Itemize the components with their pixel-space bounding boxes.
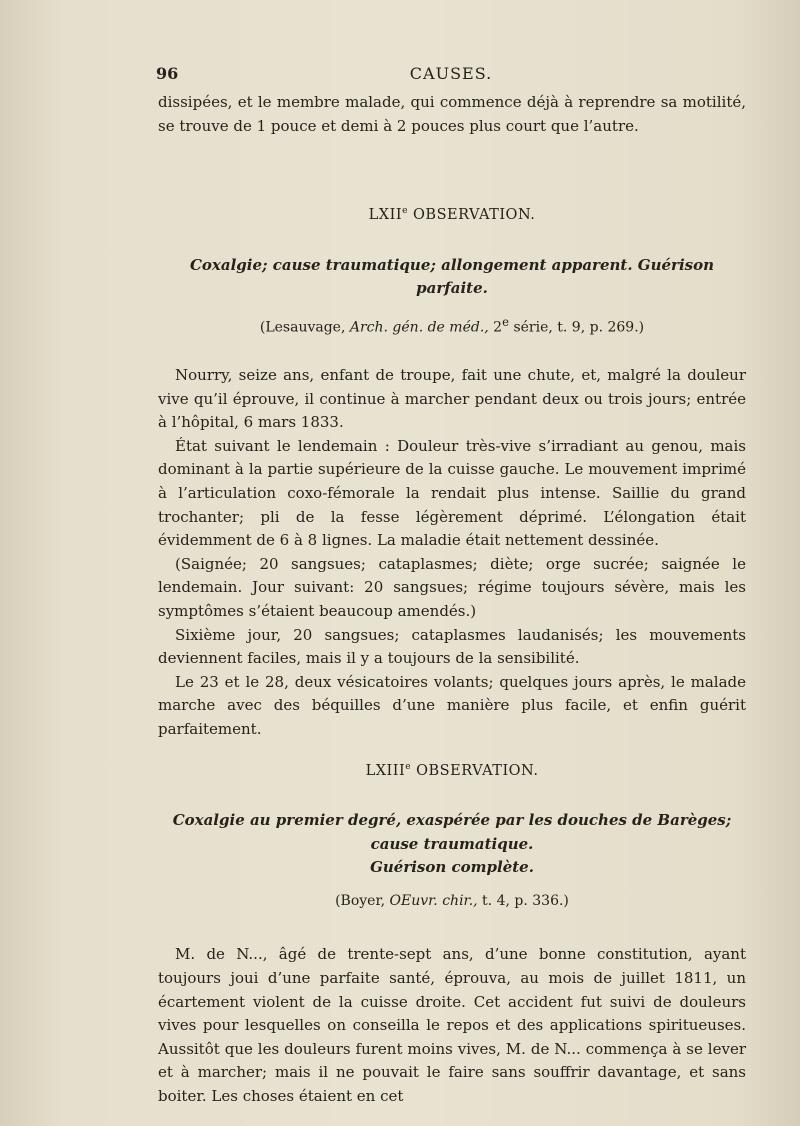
continued-paragraph: dissipées, et le membre malade, qui commence déjà à reprendre sa motilité, se trouve de 1 pouce et demi à 2 pouces plus court que l’autre. (158, 93, 746, 135)
observation-62-subtitle: Coxalgie; cause traumatique; allongement apparent. Guérison parfaite. (189, 255, 715, 298)
observation-62-paragraph: Nourry, seize ans, enfant de troupe, fait une chute, et, malgré la douleur vive qu’il éprouve, il continue à marcher pendant deux ou trois jours; entrée à l’hôpital, 6 mars 1833. (158, 366, 746, 432)
observation-62-title: LXIIe OBSERVATION. (368, 206, 536, 224)
observation-62-paragraph: Sixième jour, 20 sangsues; cataplasmes laudanisés; les mouvements deviennent faciles, mais il y a toujours de la sensibilité. (158, 625, 746, 668)
observation-62-paragraph: Le 23 et le 28, deux vésicatoires volants; quelques jours après, le malade marche avec des béquilles d’une manière plus facile, et enfin guérit parfaitement. (158, 672, 746, 738)
page-number: 96 (156, 64, 179, 83)
observation-62-reference: (Lesauvage, Arch. gén. de méd., 2e série, t. 9, p. 269.) (259, 314, 645, 336)
running-head: CAUSES. (409, 64, 493, 83)
observation-63-subtitle: Coxalgie au premier degré, exaspérée par les douches de Barèges; cause traumatique. Guérison complète. (172, 810, 732, 877)
observation-62-paragraph: État suivant le lendemain : Douleur très-vive s’irradiant au genou, mais dominant à la partie supérieure de la cuisse gauche. Le mouvement imprimé à l’articulation coxo-fémorale la rendait plus intense. Saillie du grand trochanter; pli de la fesse légèrement déprimé. L’élongation était évidemment de 6 à 8 lignes. La maladie était nettement dessinée. (158, 436, 746, 550)
page-body (158, 91, 746, 1109)
page-header (156, 64, 746, 90)
observation-63-paragraph: M. de N..., âgé de trente-sept ans, d’une bonne constitution, ayant toujours joui d’une parfaite santé, éprouva, au mois de juillet 1811, un écartement violent de la cuisse droite. Cet accident fut suivi de douleurs vives pour lesquelles on conseilla le repos et des applications spiritueuses. Aussitôt que les douleurs furent moins vives, M. de N... commença à se lever et à marcher; mais il ne pouvait le faire sans souffrir davantage, et sans boiter. Les choses étaient en cet (158, 945, 746, 1105)
observation-63-reference: (Boyer, OEuvr. chir., t. 4, p. 336.) (335, 892, 569, 909)
observation-62-paragraph: (Saignée; 20 sangsues; cataplasmes; diète; orge sucrée; saignée le lendemain. Jour suivant: 20 sangsues; régime toujours sévère, mais les symptômes s’étaient beaucoup amendés.) (158, 554, 746, 620)
observation-63-title: LXIIIe OBSERVATION. (365, 761, 539, 779)
